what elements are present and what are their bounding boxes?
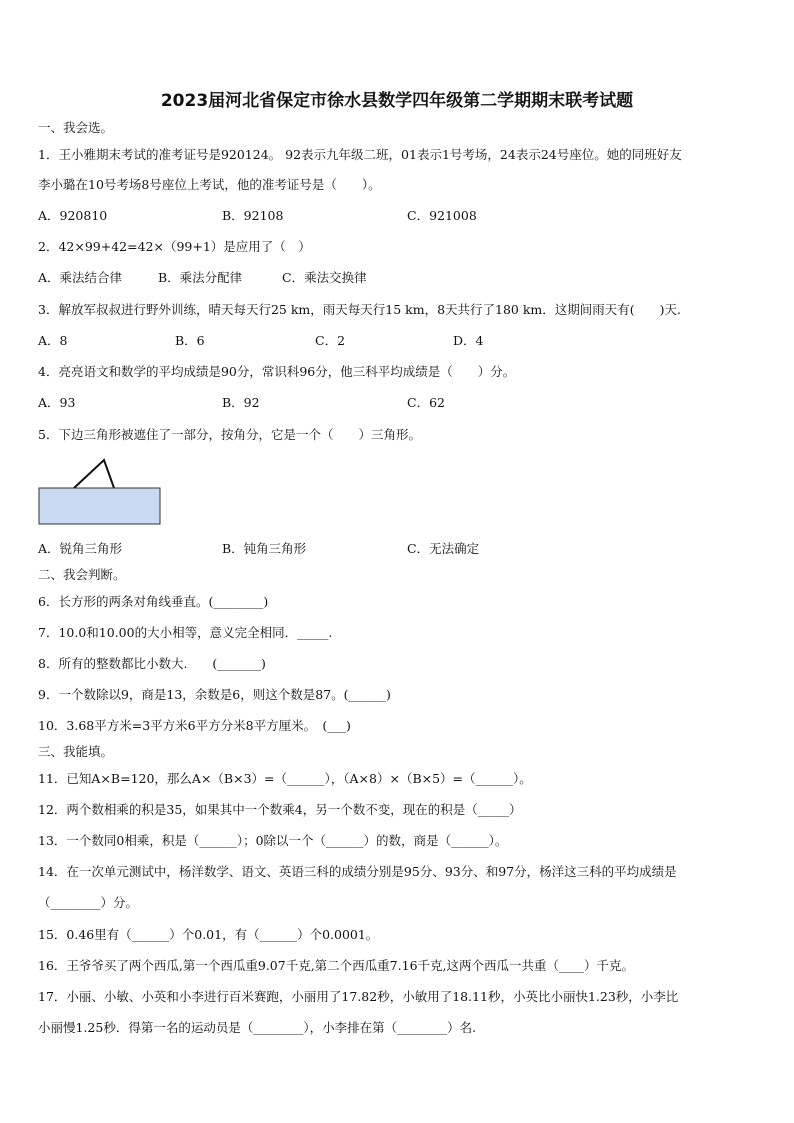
- question-3-option-b[interactable]: B．6: [175, 333, 205, 348]
- question-12: 12．两个数相乘的积是35，如果其中一个数乘4，另一个数不变，现在的积是（_____）: [38, 802, 522, 817]
- question-5-option-a[interactable]: A．锐角三角形: [38, 541, 123, 556]
- section-heading-1: 一、我会选。: [38, 120, 114, 135]
- question-2-option-c[interactable]: C．乘法交换律: [282, 270, 367, 285]
- question-5: 5．下边三角形被遮住了一部分，按角分，它是一个（ ）三角形。: [38, 427, 421, 442]
- question-4-option-b[interactable]: B．92: [222, 395, 260, 410]
- page-title: 2023届河北省保定市徐水县数学四年级第二学期期末联考试题: [160, 91, 634, 111]
- question-14-line-2: （________）分。: [38, 895, 139, 910]
- question-13: 13．一个数同0相乘，积是（______）；0除以一个（______）的数，商是（______）。: [38, 833, 508, 848]
- question-3-option-a[interactable]: A．8: [38, 333, 68, 348]
- question-3-option-c[interactable]: C．2: [315, 333, 346, 348]
- question-5-option-c[interactable]: C．无法确定: [407, 541, 480, 556]
- covered-triangle-figure: [38, 458, 162, 528]
- question-2-option-b[interactable]: B．乘法分配律: [158, 270, 243, 285]
- question-8: 8．所有的整数都比小数大. (_______): [38, 656, 266, 671]
- section-heading-2: 二、我会判断。: [38, 567, 126, 582]
- question-1-option-c[interactable]: C．921008: [407, 208, 477, 223]
- question-1-line-2: 李小璐在10号考场8号座位上考试，他的准考证号是（ ）。: [38, 177, 381, 192]
- question-16: 16．王爷爷买了两个西瓜,第一个西瓜重9.07千克,第二个西瓜重7.16千克,这两个西瓜一共重（____）千克。: [38, 958, 634, 973]
- question-15: 15．0.46里有（______）个0.01，有（______）个0.0001。: [38, 927, 379, 942]
- question-4: 4．亮亮语文和数学的平均成绩是90分，常识科96分，他三科平均成绩是（ ）分。: [38, 364, 516, 379]
- question-5-option-b[interactable]: B．钝角三角形: [222, 541, 307, 556]
- question-1-line-1: 1．王小雅期末考试的准考证号是920124。 92表示九年级二班，01表示1号考场，24表示24号座位。她的同班好友: [38, 147, 682, 162]
- question-14-line-1: 14．在一次单元测试中，杨洋数学、语文、英语三科的成绩分别是95分、93分、和97分，杨洋这三科的平均成绩是: [38, 864, 677, 879]
- question-3-option-d[interactable]: D．4: [453, 333, 484, 348]
- question-1-option-b[interactable]: B．92108: [222, 208, 284, 223]
- question-3: 3．解放军叔叔进行野外训练，晴天每天行25 km，雨天每天行15 km，8天共行了180 km．这期间雨天有( )天.: [38, 302, 682, 317]
- question-17-line-1: 17．小丽、小敏、小英和小李进行百米赛跑，小丽用了17.82秒，小敏用了18.11秒，小英比小丽快1.23秒，小李比: [38, 989, 679, 1004]
- cover-rectangle: [39, 488, 160, 524]
- question-1-option-a[interactable]: A．920810: [38, 208, 108, 223]
- question-7: 7．10.0和10.00的大小相等，意义完全相同．_____.: [38, 625, 333, 640]
- question-4-option-c[interactable]: C．62: [407, 395, 445, 410]
- question-4-option-a[interactable]: A．93: [38, 395, 76, 410]
- question-17-line-2: 小丽慢1.25秒．得第一名的运动员是（________），小李排在第（________）名.: [38, 1020, 477, 1035]
- section-heading-3: 三、我能填。: [38, 744, 114, 759]
- question-11: 11．已知A×B=120，那么A×（B×3）=（______），（A×8）×（B×5）=（______）。: [38, 771, 532, 786]
- question-9: 9．一个数除以9，商是13，余数是6，则这个数是87。(______): [38, 687, 391, 702]
- question-10: 10．3.68平方米=3平方米6平方分米8平方厘米。 (___): [38, 718, 351, 733]
- triangle-visible-edges: [74, 460, 114, 488]
- question-2: 2．42×99+42=42×（99+1）是应用了（ ）: [38, 239, 311, 254]
- question-6: 6．长方形的两条对角线垂直。(________): [38, 594, 269, 609]
- question-2-option-a[interactable]: A．乘法结合律: [38, 270, 123, 285]
